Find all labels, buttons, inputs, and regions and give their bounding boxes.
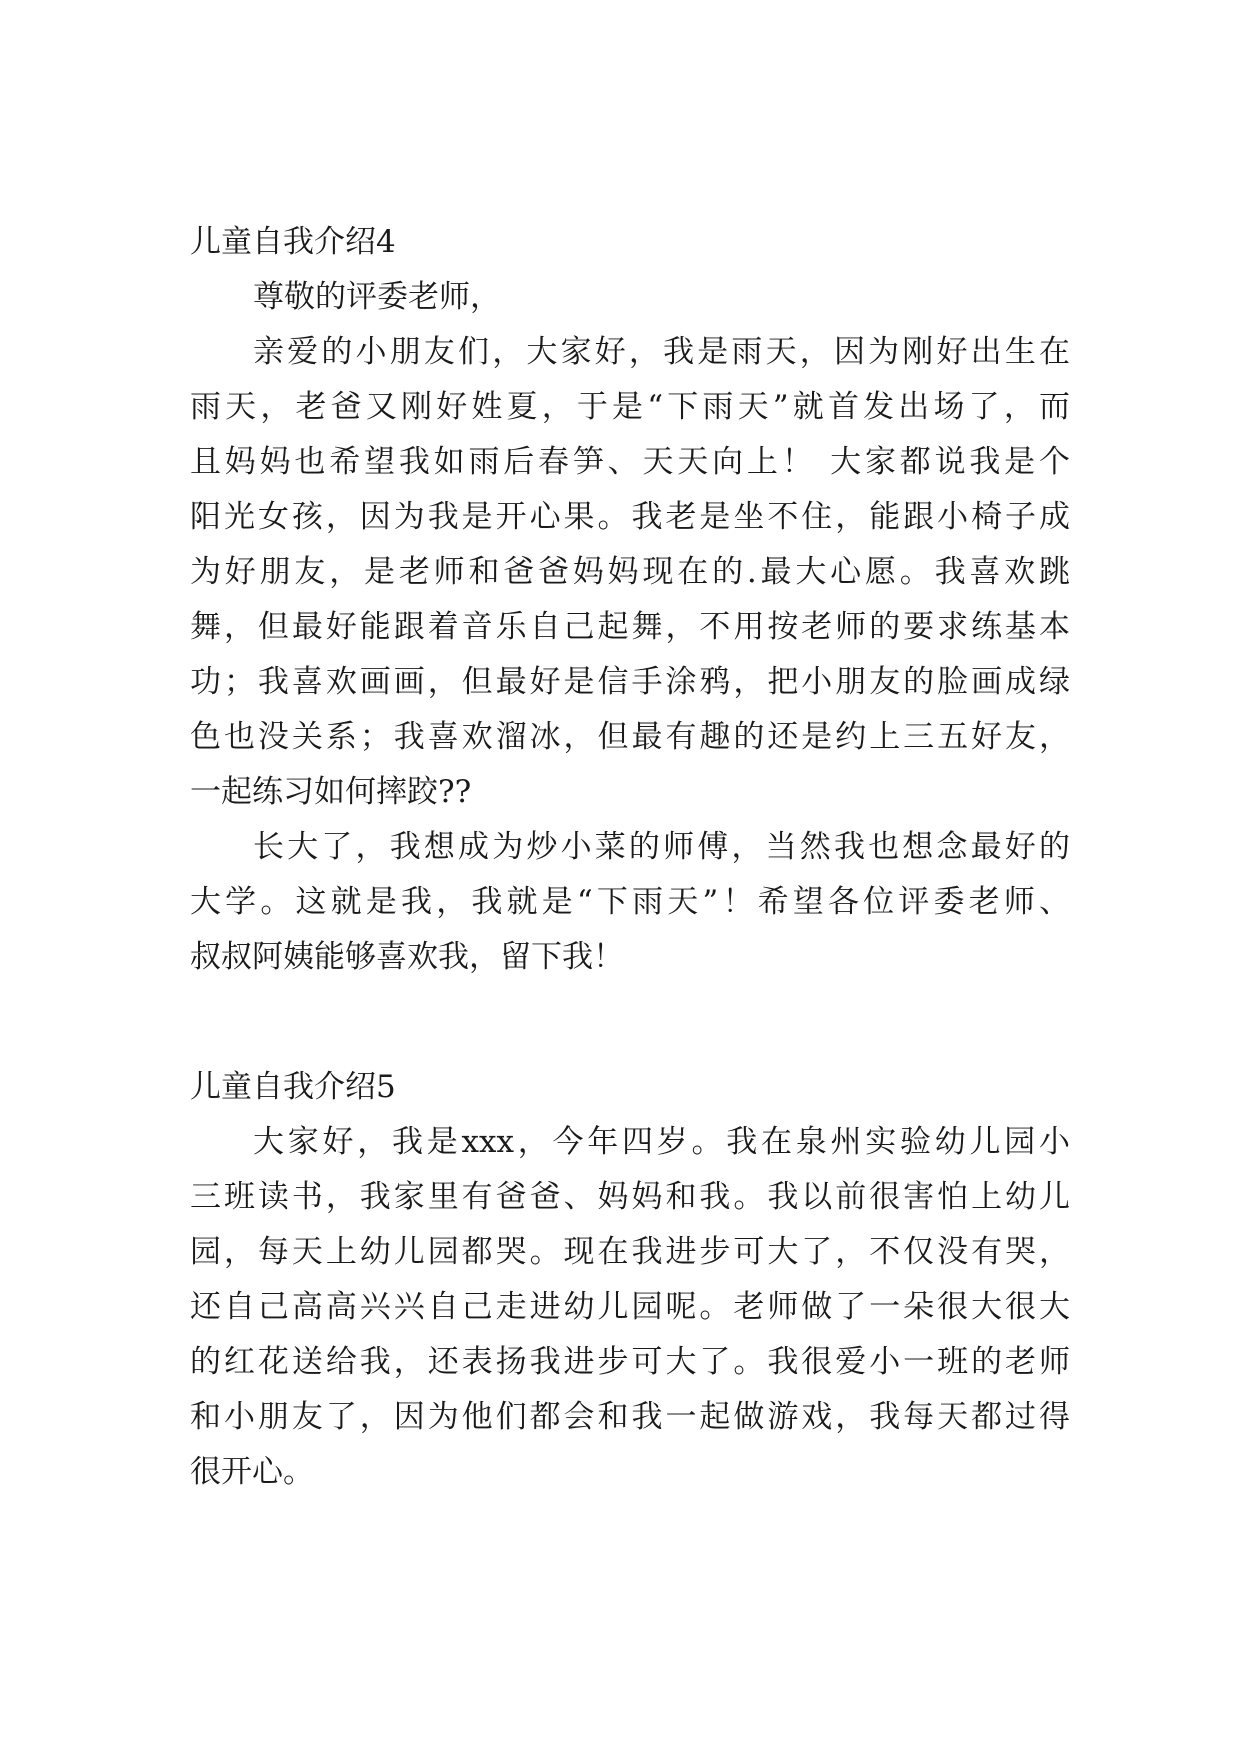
paragraph-line: 很开心。 [190,1454,314,1490]
paragraph-line: 园，每天上幼儿园都哭。现在我进步可大了，不仅没有哭， [190,1234,1070,1270]
paragraph-line: 雨天，老爸又刚好姓夏，于是“下雨天”就首发出场了，而 [190,389,1070,425]
paragraph-line: 大学。这就是我，我就是“下雨天”！希望各位评委老师、 [190,884,1070,920]
paragraph-line: 大家好，我是xxx，今年四岁。我在泉州实验幼儿园小 [253,1124,1070,1160]
paragraph-line: 的红花送给我，还表扬我进步可大了。我很爱小一班的老师 [190,1344,1070,1380]
paragraph-line: 色也没关系；我喜欢溜冰，但最有趣的还是约上三五好友， [190,719,1070,755]
paragraph-line: 叔叔阿姨能够喜欢我，留下我！ [190,939,624,975]
section-heading: 儿童自我介绍5 [190,1069,396,1105]
paragraph-line: 和小朋友了，因为他们都会和我一起做游戏，我每天都过得 [190,1399,1070,1435]
paragraph-line: 阳光女孩，因为我是开心果。我老是坐不住，能跟小椅子成 [190,499,1070,535]
paragraph-line: 三班读书，我家里有爸爸、妈妈和我。我以前很害怕上幼儿 [190,1179,1070,1215]
paragraph-line: 功；我喜欢画画，但最好是信手涂鸦，把小朋友的脸画成绿 [190,664,1070,700]
salutation-line: 尊敬的评委老师， [253,279,501,315]
paragraph-line: 且妈妈也希望我如雨后春笋、天天向上！ 大家都说我是个 [190,444,1070,480]
paragraph-line: 长大了，我想成为炒小菜的师傅，当然我也想念最好的 [253,829,1070,865]
paragraph-line: 为好朋友，是老师和爸爸妈妈现在的.最大心愿。我喜欢跳 [190,554,1070,590]
section-heading: 儿童自我介绍4 [190,224,396,260]
paragraph-line: 亲爱的小朋友们，大家好，我是雨天，因为刚好出生在 [253,334,1070,370]
paragraph-line: 一起练习如何摔跤?? [190,774,472,810]
paragraph-line: 还自己高高兴兴自己走进幼儿园呢。老师做了一朵很大很大 [190,1289,1070,1325]
paragraph-line: 舞，但最好能跟着音乐自己起舞，不用按老师的要求练基本 [190,609,1070,645]
